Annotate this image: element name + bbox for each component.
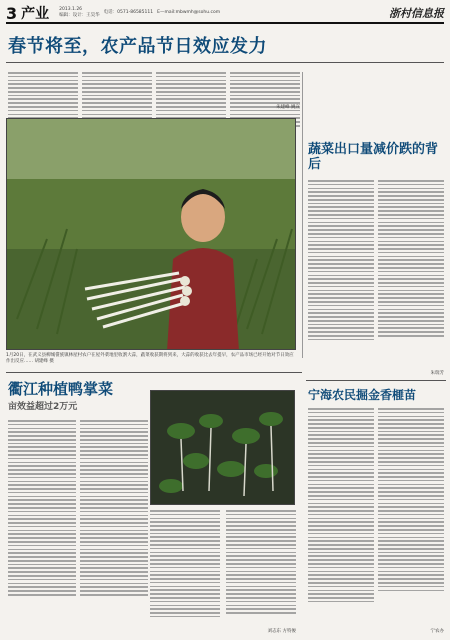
torreya-col-2 (378, 408, 444, 591)
duck-vegetable-article (8, 382, 148, 412)
duck-vegetable-col-2 (80, 420, 148, 596)
torreya-byline: 宁农办 (430, 629, 444, 634)
email-line: E—mail:mbwmh@sohu.com (157, 10, 221, 15)
duck-vegetable-byline: 刘志东 方特俊 (267, 629, 296, 634)
duck-vegetable-col-4 (226, 510, 296, 614)
headline-rule (6, 62, 444, 63)
photo-credit: 胡建峰 摄 (34, 359, 54, 364)
main-headline: 春节将至，农产品节日效应发力 (8, 36, 267, 57)
main-article-byline: 朱建峰 姚宣 (276, 105, 300, 110)
torreya-col-1 (308, 408, 374, 602)
vegetable-export-article (308, 142, 438, 172)
torreya-headline: 宁海农民掘金香榧苗 (308, 388, 417, 402)
vegetable-export-byline: 朱瑞芳 (430, 371, 444, 376)
side-rule (306, 380, 446, 381)
farmers-photo (6, 118, 296, 350)
phone-line: 电话：0571-86585111 (103, 10, 154, 15)
masthead-meta (59, 7, 100, 19)
duck-vegetable-photo-graphic (151, 391, 295, 505)
issue-date: 2013.1.26 (59, 7, 83, 12)
page-number: 3 (6, 3, 18, 23)
paper-logo: 浙村信息报 (389, 7, 444, 20)
duck-vegetable-deck: 亩效益超过2万元 (8, 402, 78, 412)
vegetable-export-col-2 (378, 180, 444, 337)
farmers-photo-graphic (7, 119, 296, 350)
duck-vegetable-col-1 (8, 420, 76, 596)
photo-caption-text: 1月20日，在武义县柳城畲族镇林屋村农户在屋外菜地里收割大蒜，蔬菜收获期将到来，大蒜的收获比去年提早，农产品市场已经开始对节日效应作出反应…… (6, 353, 294, 364)
column-divider (302, 72, 303, 358)
masthead (6, 4, 444, 24)
editor-line: 编辑：设计：王昊华 (59, 13, 100, 18)
section-name: 产业 (21, 6, 50, 22)
duck-vegetable-headline: 衢江种植鸭掌菜 (8, 380, 114, 398)
vegetable-export-col-1 (308, 180, 374, 340)
vegetable-export-headline: 蔬菜出口量减价跌的背后 (308, 142, 439, 172)
main-photo-caption (6, 353, 296, 365)
duck-vegetable-photo (150, 390, 295, 505)
bottom-rule (6, 372, 302, 373)
torreya-article (308, 386, 448, 403)
duck-vegetable-col-3 (150, 510, 220, 617)
